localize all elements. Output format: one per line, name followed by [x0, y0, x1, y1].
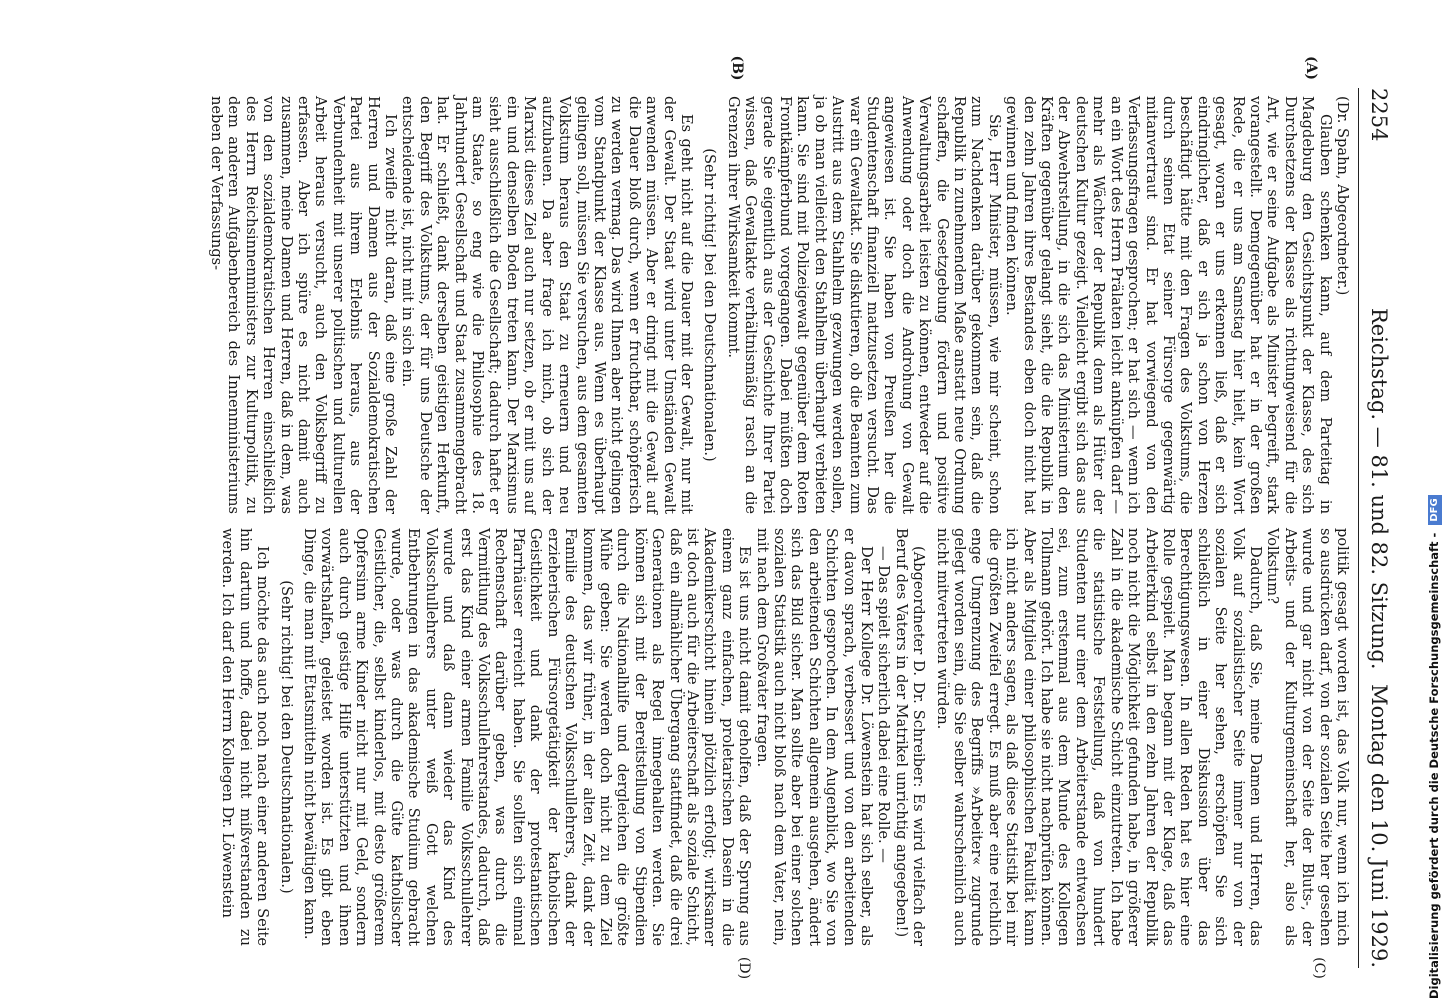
interjection: (Sehr richtig! bei den Deutschnationalen.): [701, 148, 719, 462]
header-rule: [1358, 88, 1359, 968]
left-column: [121, 96, 1351, 514]
digitization-credit: [1400, 3, 1441, 999]
interjection: (Abgeordneter D. Dr. Schreiber: Es wird vielfach der Beruf des Vaters in der Matrikel unrichtig angegeben!): [892, 528, 928, 946]
header-title: Reichstag. — 81. und 82. Sitzung.: [1367, 308, 1391, 670]
speaker-tag: (Dr. Spahn, Abgeordneter.): [1334, 96, 1351, 296]
margin-marker-d: (D): [736, 956, 752, 980]
paragraph: Glauben schenken kann, auf dem Parteitag in Magdeburg den Gesichtspunkt der Klasse, des sich Durchsetzens der Klasse als richtungweisend für die Art, wie er seine Aufgabe als Minister begreift, stark vorangestellt. Demgegenüber hat er in der großen Rede, die er uns am Samstag hier hielt, kein Wort gesagt, woran er uns erkennen ließ, daß er sich eindringlicher, daß er sich ja schon von Herzen beschäftigt hätte mit den Fragen des Volkstums, die durch seinen Etat seiner Fürsorge gegenwärtig mitanvertraut sind. Er hat vorwiegend von den Verfassungsfragen gesprochen; er hat sich — wenn ich an ein Wort des Herrn Prälaten leicht anknüpfen darf — mehr als Wächter der Republik denn als Hüter der deutschen Kultur gezeigt. Vielleicht ergibt sich das aus der Abwehrstellung, in die sich das Ministerium den Kräften gegenüber gelangt sieht, die die Republik in den zehn Jahren ihres Bestandes eben doch nicht hat gewinnen und finden können.: [1003, 96, 1334, 514]
paragraph: Dadurch, daß Sie, meine Damen und Herren, das Volk auf sozialistischer Seite immer nur von der sozialen Seite her sehen, erschöpfen Sie sich schließlich in einer Diskussion über das Berechtigungswesen. In allen Reden hat es hier eine Rolle gespielt. Man begann mit der Klage, daß das Arbeiterkind selbst in den zehn Jahren der Republik noch nicht die Möglichkeit gefunden habe, in größerer Zahl in die akademische Schicht einzutreten. Ich habe die statistische Feststellung, daß von hundert Studenten nur einer dem Arbeiterstande entwachsen sei, zum erstenmal aus dem Munde des Kollegen Tollmann gehört. Ich habe sie nicht nachprüfen können. Aber als Mitglied einer philosophischen Fakultät kann ich nicht anders sagen, als daß diese Statistik bei mir die größten Zweifel erregt. Es muß aber eine reichlich enge Umgrenzung des Begriffs »Arbeiter« zugrunde gelegt worden sein, die Sie selber wahrscheinlich auch nicht mitvertreten würden.: [933, 528, 1264, 946]
page-number: 2254: [1367, 88, 1391, 142]
margin-marker-b: (B): [729, 55, 745, 81]
header-date: Montag den 10. Juni 1929.: [1367, 684, 1391, 968]
paragraph: — Das spielt sicherlich dabei eine Rolle. —: [875, 546, 893, 863]
paragraph: Der Herr Kollege Dr. Löwenstein hat sich selber, als er davon sprach, verbessert und von den arbeitenden Schichten gesprochen. In dem Augenblick, wo Sie von den arbeitenden Schichten allgemein ausgehen, ändert sich das Bild sicher. Man sollte aber bei einer solchen sozialen Statistik auch nicht bloß nach dem Vater, nein, mit nach dem Großvater fragen.: [753, 528, 876, 946]
paragraph: Ich zweifle nicht daran, daß eine große Zahl der Herren und Damen aus der Sozialdemokratischen Partei aus ihrem Erlebnis heraus, aus der Verbundenheit mit unserer politischen und kulturellen Arbeit heraus versucht, auch den Volksbegriff zu erfassen. Aber ich spüre es nicht damit auch zusammen, meine Damen und Herren, daß in dem, was von den sozialdemokratischen Herren einschließlich des Herrn Reichsinnenministers zur Kulturpolitik, zu dem anderen Aufgabenbereich des Innenministeriums neben der Verfassungs-: [208, 96, 400, 514]
interjection: (Sehr richtig! bei den Deutschnationalen.): [277, 580, 295, 894]
paragraph: Es geht nicht auf die Dauer mit der Gewalt, nur mit der Gewalt. Der Staat wird unter Umständen Gewalt anwenden müssen. Aber er dringt mit die Gewalt auf die Dauer bloß durch, wenn er fruchtbar, schöpferisch zu werden vermag. Das wird Ihnen aber nicht gelingen vom Standpunkt der Klasse aus. Wenn es überhaupt gelingen soll, müssen Sie versuchen, aus dem gesamten Volkstum heraus den Staat zu erneuern und neu aufzubauen. Da aber frage ich mich, ob sich der Marxist dieses Ziel auch nur setzen, ob er mit uns auf ein und denselben Boden treten kann. Der Marxismus sieht ausschließlich die Gesellschaft; dadurch haftet er am Staate, so eng wie die Philosophie des 18. Jahrhundert Gesellschaft und Staat zusammengebracht hat. Er schließt, dank derselben geistigen Herkunft, den Begriff des Volkstums, der für uns Deutsche der entscheidende ist, nicht mit in sich ein.: [399, 96, 695, 514]
margin-marker-c: (C): [1311, 957, 1327, 979]
paragraph: politik gesagt worden ist, das Volk nur, wenn ich mich so ausdrücken darf, von der sozialen Seite her gesehen wurde und gar nicht von der Seite der Bluts-, der Arbeits- und der Kulturgemeinschaft her, also als Volkstum?: [1264, 528, 1351, 946]
paragraph: Ich möchte das auch noch nach einer anderen Seite hin dartun und hoffe, dabei nicht mißverstanden zu werden. Ich darf den Herrn Kollegen Dr. Löwenstein: [219, 528, 272, 946]
dfg-logo: DFG: [1428, 495, 1442, 524]
margin-marker-a: (A): [1303, 55, 1319, 81]
credit-text: Digitalisierung gefördert durch die Deutsche Forschungsgemeinschaft -: [1427, 532, 1441, 999]
paragraph: Es ist uns nicht damit geholfen, daß der Sprung aus einem ganz einfachen, proletarischen Dasein in die Akademikerschicht hinein plötzlich erfolgt; wirksamer ist doch auch für die Arbeiterschaft als soziale Schicht, daß ein allmählicher Übergang stattfindet, daß die drei Generationen als Regel innegehalten werden. Sie können sich mit der Bereitstellung von Stipendien durch die Nationalhilfe und dergleichen die größte Mühe geben: Sie werden doch nicht zu dem Ziel kommen, das wir früher, in der alten Zeit, dank der Familie des deutschen Volksschullehrers, dank der erzieherischen Fürsorgetätigkeit der katholischen Geistlichkeit und dank der protestantischen Pfarrhäuser erreicht haben. Sie sollten sich einmal Rechenschaft darüber geben, was durch die Vermittlung des Volksschullehrerstandes, dadurch, daß erst das Kind einer armen Familie Volksschullehrer wurde und daß dann wieder das Kind des Volksschullehrers unter weiß Gott welchen Entbehrungen in das akademische Studium gebracht wurde, oder was durch die Güte katholischer Geistlicher, die, selbst kinderlos, mit desto größerem Opfersinn arme Kinder nicht nur mit Geld, sondern auch durch geistige Hilfe unterstützten und ihnen vorwärtshalfen, geleistet worden ist. Es gibt eben Dinge, die man mit Etatsmitteln nicht bewältigen kann.: [301, 528, 754, 946]
document-page: [97, 0, 1397, 1000]
right-column: [121, 528, 1351, 946]
page-header: [1361, 88, 1397, 968]
paragraph: Sie, Herr Minister, müssen, wie mir scheint, schon zum Nachdenken darüber gekommen sein, daß die Republik in zunehmendem Maße anstatt neue Ordnung schaffen, die Gesetzgebung fördern und positive Verwaltungsarbeit leisten zu können, entweder auf die Anwendung oder doch die Androhung von Gewalt angewiesen ist. Sie haben von Preußen her die Studentenschaft finanziell mattzusetzen versucht. Das war ein Gewaltakt. Sie diskutieren, ob die Beamten zum Austritt aus dem Stahlhelm gezwungen werden sollen, ja ob man vielleicht den Stahlhelm überhaupt verbieten kann. Sie sind mit Polizeigewalt gegenüber dem Roten Frontkämpferbund vorgegangen. Dabei müßten doch gerade Sie eigentlich aus der Geschichte Ihrer Partei wissen, daß Gewaltakte verhältnismäßig rasch an die Grenzen ihrer Wirksamkeit kommt.: [724, 96, 1003, 514]
